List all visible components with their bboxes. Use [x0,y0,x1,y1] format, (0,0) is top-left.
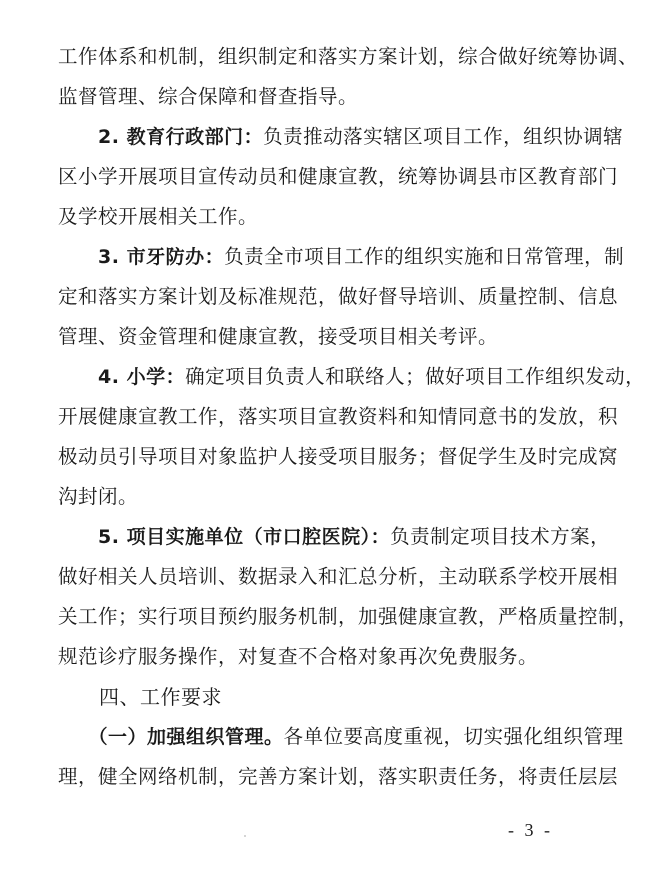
requirement-label: （一）加强组织管理。 [98,726,284,748]
paragraph-line: 理，健全网络机制，完善方案计划，落实职责任务，将责任层层 [58,765,619,788]
item-3-dental-office: 3. 市牙防办：负责全市项目工作的组织实施和日常管理，制 [98,245,625,268]
requirement-1: （一）加强组织管理。各单位要高度重视，切实强化组织管理 [98,725,624,748]
paragraph-line: 监督管理、综合保障和督查指导。 [58,85,359,108]
paragraph-line: 极动员引导项目对象监护人接受项目服务；督促学生及时完成窝 [58,445,619,468]
item-2-education-department: 2. 教育行政部门：负责推动落实辖区项目工作，组织协调辖 [98,125,624,148]
paragraph-line: 及学校开展相关工作。 [58,205,259,228]
paragraph-line: 沟封闭。 [58,485,139,508]
paragraph-line: 做好相关人员培训、数据录入和汇总分析，主动联系学校开展相 [58,565,619,588]
item-label: 4. 小学： [98,366,186,388]
paragraph-line: 规范诊疗服务操作，对复查不合格对象再次免费服务。 [58,645,539,668]
paragraph-line: 关工作；实行项目预约服务机制，加强健康宣教，严格质量控制， [58,605,639,628]
paragraph-line: 管理、资金管理和健康宣教，接受项目相关考评。 [58,325,499,348]
item-label: 2. 教育行政部门： [98,126,264,148]
item-4-primary-school: 4. 小学：确定项目负责人和联络人；做好项目工作组织发动， [98,365,646,388]
paragraph-line: 区小学开展项目宣传动员和健康宣教，统筹协调县市区教育部门 [58,165,619,188]
scan-speck [244,835,246,837]
paragraph-line: 工作体系和机制，组织制定和落实方案计划，综合做好统筹协调、 [58,45,639,68]
paragraph-line: 开展健康宣教工作，落实项目宣教资料和知情同意书的发放，积 [58,405,619,428]
page-number: - 3 - [508,820,553,840]
section-heading: 四、工作要求 [99,685,222,709]
item-label: 5. 项目实施单位（市口腔医院）： [98,526,391,548]
item-label: 3. 市牙防办： [98,246,225,268]
item-5-implementing-unit: 5. 项目实施单位（市口腔医院）：负责制定项目技术方案， [98,525,611,548]
paragraph-line: 定和落实方案计划及标准规范，做好督导培训、质量控制、信息 [58,285,619,308]
